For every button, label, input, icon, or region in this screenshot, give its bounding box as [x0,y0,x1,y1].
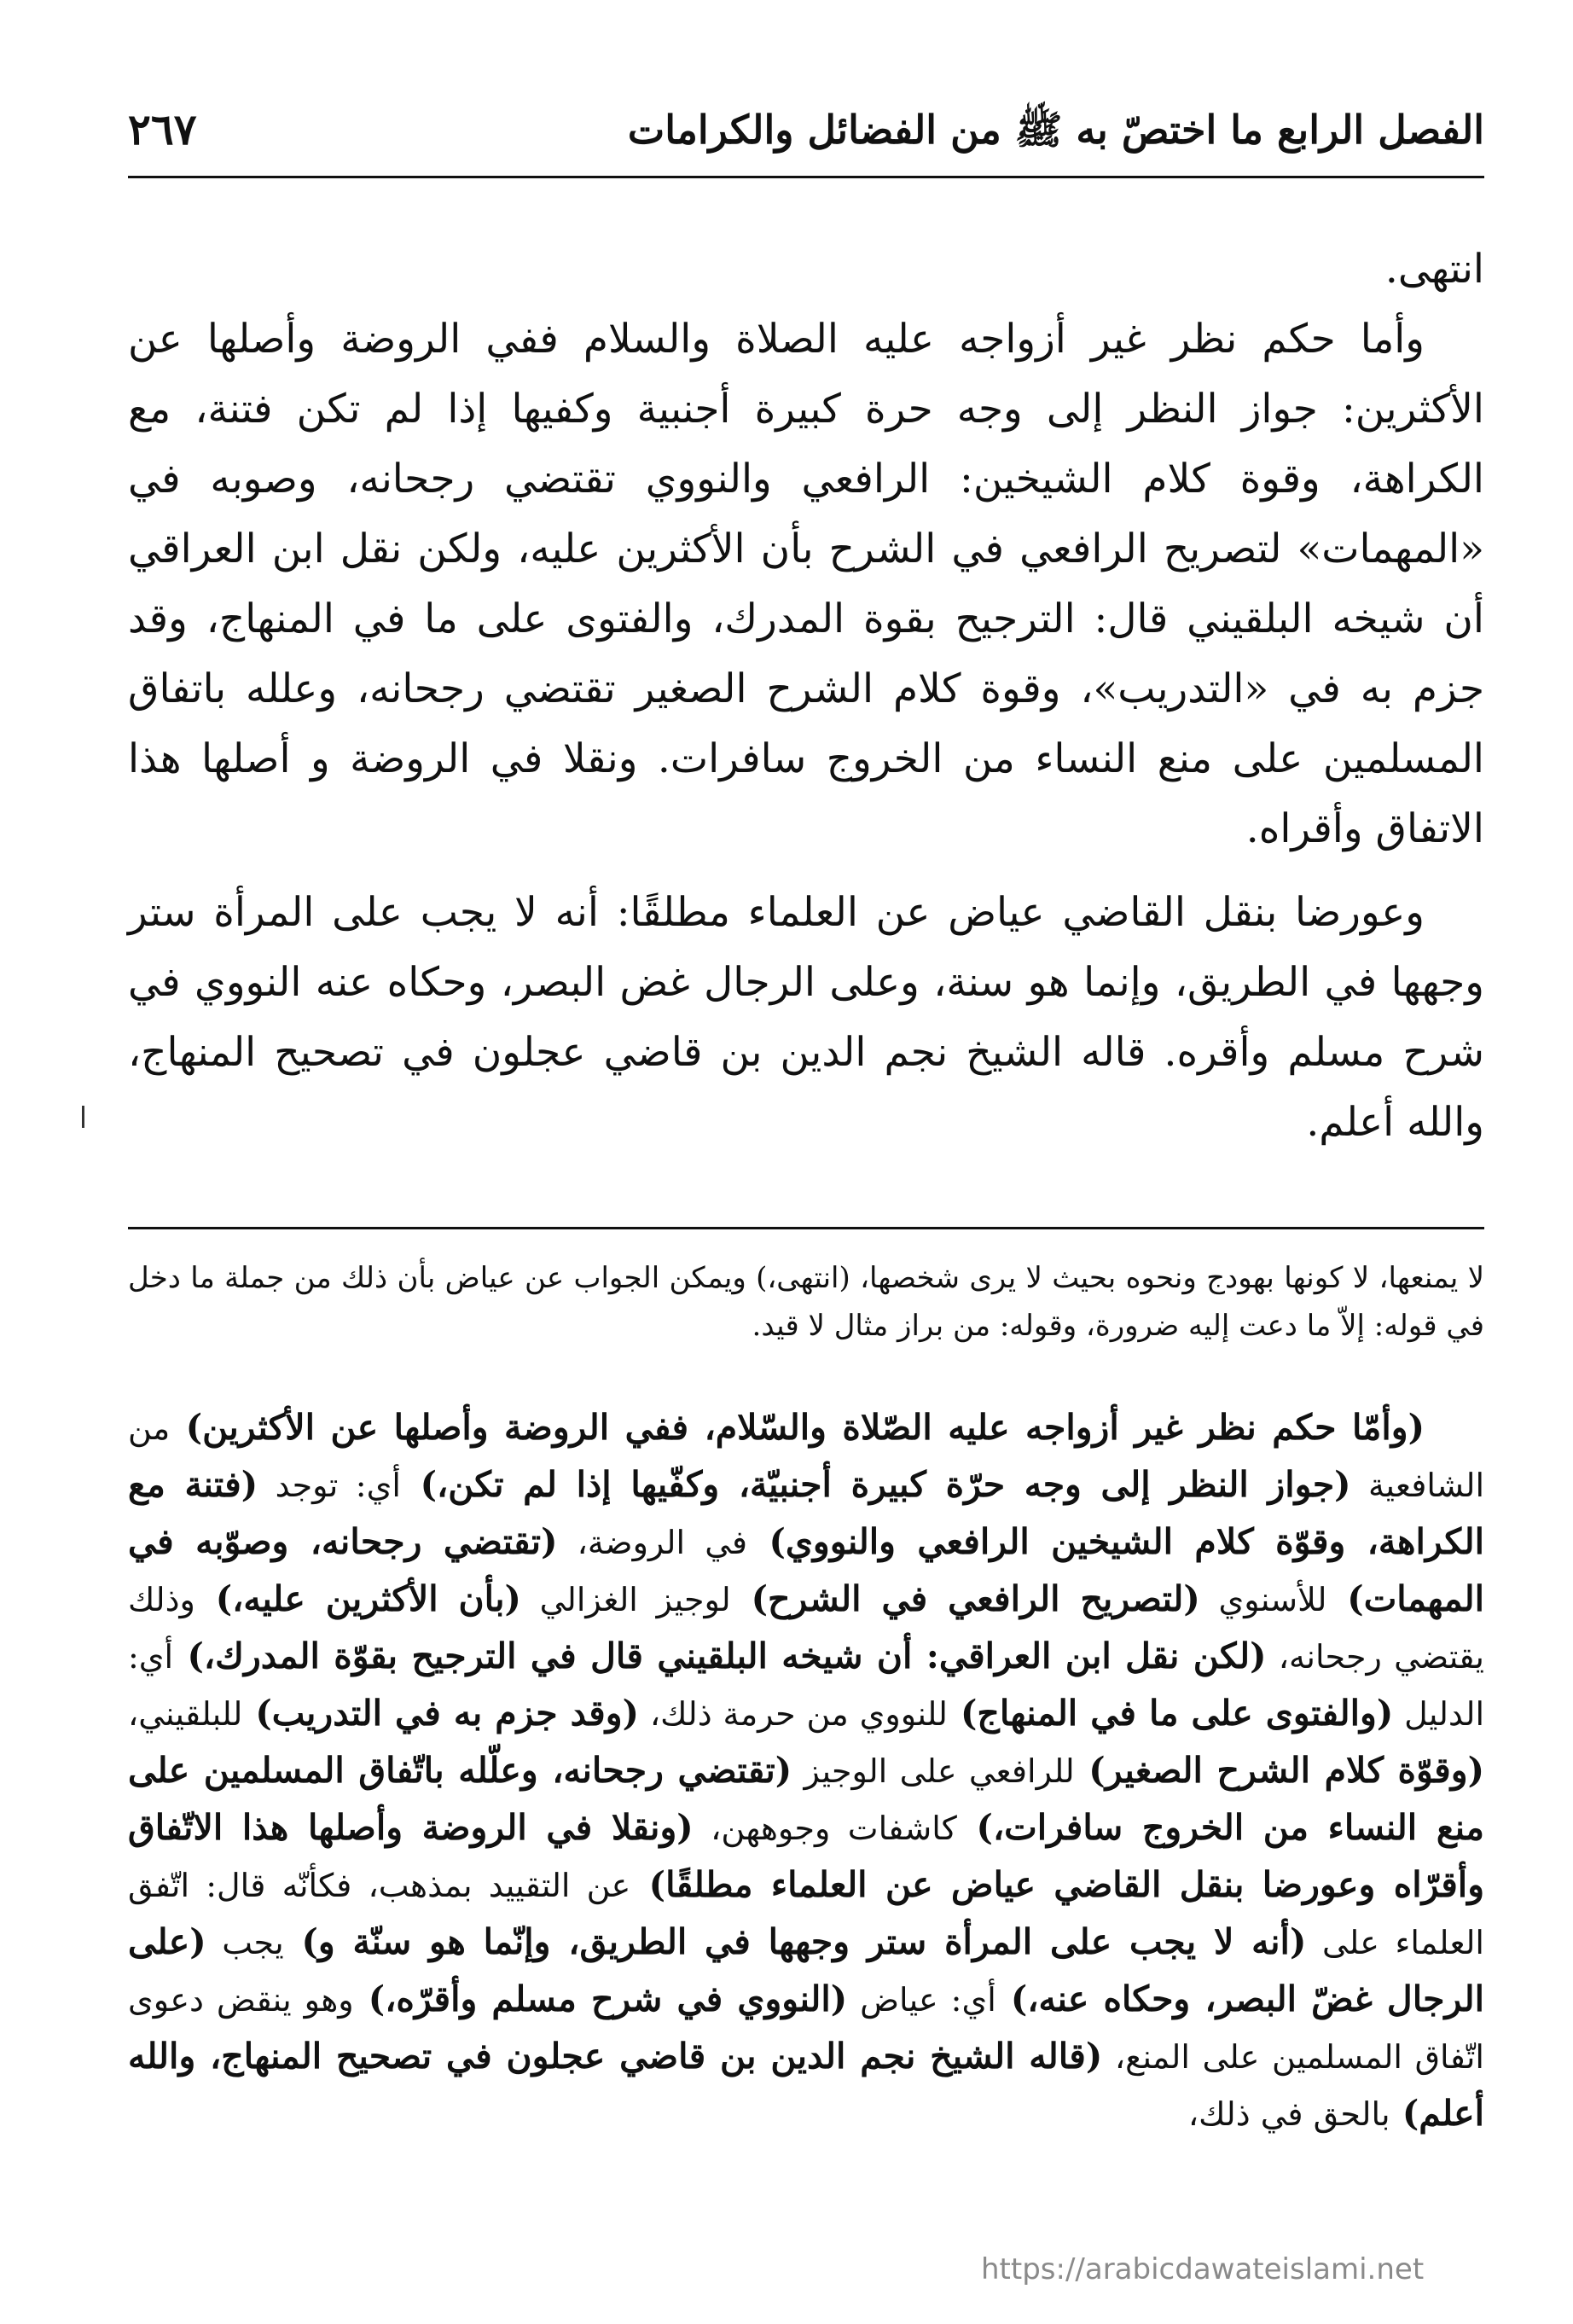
commentary-sharh-segment: عن التقييد بمذهب، فكأنّه قال: اتّفق العلماء على [128,1867,1484,1961]
commentary-matn-segment: (على الرجال غضّ البصر، وحكاه عنه،) [128,1921,1485,2019]
commentary-sharh-segment: للنووي من حرمة ذلك، [638,1695,948,1733]
commentary-matn-segment: (تقتضي رجحانه، وعلّله باتّفاق المسلمين على منع النساء من الخروج سافرات،) [128,1750,1484,1848]
commentary-sharh-segment: في الروضة، [557,1524,748,1561]
commentary-matn-segment: (وقوّة كلام الشرح الصغير) [1074,1750,1484,1791]
commentary-matn-segment: (لتصريح الرافعي في الشرح) [730,1578,1200,1619]
commentary-matn-segment: (قاله الشيخ نجم الدين بن قاضي عجلون في تصحيح المنهاج، والله أعلم) [128,2036,1484,2134]
commentary-sharh-segment: للبلقيني، [128,1695,243,1733]
footnote-text: لا يمنعها، لا كونها بهودج ونحوه بحيث لا يرى شخصها، (انتهى،) ويمكن الجواب عن عياض بأن ذلك من جملة ما دخل في قوله: إلاّ ما دعت إليه ضرورة، وقوله: من براز مثال لا قيد. [128,1261,1484,1343]
commentary-sharh-segment: كاشفات وجوههن، [693,1810,957,1847]
footnote [128,1254,1484,1350]
page-number: ٢٦٧ [128,104,197,154]
page-header [128,96,1484,164]
commentary-matn-segment: (بأن الأكثرين عليه،) [194,1578,521,1619]
commentary-matn-segment: (جواز النظر إلى وجه حرّة كبيرة أجنبيّة، وكفّيها إذا لم تكن،) [400,1464,1351,1505]
commentary-sharh-segment: يجب [206,1924,284,1961]
commentary-sharh-segment: للأسنوي [1199,1581,1327,1618]
commentary-matn-segment: (وأمّا حكم نظر غير أزواجه عليه الصّلاة والسّلام، ففي الروضة وأصلها عن الأكثرين) [170,1407,1425,1448]
commentary-sharh-segment: من الشافعية [128,1409,1485,1504]
commentary-paragraph [128,1399,1484,2142]
commentary-matn-segment: (والفتوى على ما في المنهاج) [947,1693,1394,1734]
commentary-sharh-segment: أي: الدليل [128,1638,1484,1733]
commentary-matn-segment: (لكن نقل ابن العراقي: أن شيخه البلقيني قال في الترجيح بقوّة المدرك،) [173,1636,1267,1676]
main-paragraph-2: وأما حكم نظر غير أزواجه عليه الصلاة والسلام ففي الروضة وأصلها عن الأكثرين: جواز النظر إلى وجه حرة كبيرة أجنبية وكفيها إذا لم تكن فتنة، مع الكراهة، وقوة كلام الشيخين: الرافعي والنووي تقتضي رجحانه، وصوبه في «المهمات» لتصريح الرافعي في الشرح بأن الأكثرين عليه، ولكن نقل ابن العراقي أن شيخه البلقيني قال: الترجيح بقوة المدرك، والفتوى على ما في المنهاج، وقد جزم به في «التدريب»، وقوة كلام الشرح الصغير تقتضي رجحانه، وعلله باتفاق المسلمين على منع النساء من الخروج سافرات. ونقلا في الروضة و أصلها هذا الاتفاق وأقراه. [128,316,1485,852]
main-paragraph-3: وعورضا بنقل القاضي عياض عن العلماء مطلقًا: أنه لا يجب على المرأة ستر وجهها في الطريق، وإنما هو سنة، وعلى الرجال غض البصر، وحكاه عنه النووي في شرح مسلم وأقره. قاله الشيخ نجم الدين بن قاضي عجلون في تصحيح المنهاج، والله أعلم. [128,889,1484,1146]
commentary-sharh-segment: وهو ينقض دعوى اتّفاق المسلمين على المنع، [128,1981,1484,2076]
commentary-sharh-segment: للرافعي على الوجيز [792,1752,1075,1790]
main-text [128,235,1484,1158]
commentary-matn-segment: (وقد جزم به في التدريب) [242,1693,639,1734]
commentary [128,1399,1484,2142]
commentary-sharh-segment: وذلك يقتضي رجحانه، [128,1581,1484,1676]
running-title: الفصل الرابع ما اختصّ به ﷺ من الفضائل والكرامات [627,107,1484,153]
header-divider [128,176,1484,178]
commentary-sharh-segment: أي: توجد [258,1467,401,1504]
margin-mark [82,1106,84,1128]
commentary-sharh-segment: أي: عياض [847,1981,996,2019]
commentary-sharh-segment: لوجيز الغزالي [520,1581,731,1618]
watermark-url: https://arabicdawateislami.net [981,2252,1425,2286]
commentary-matn-segment: (أنه لا يجب على المرأة ستر وجهها في الطريق، وإنّما هو سنّة و) [283,1921,1307,1962]
commentary-matn-segment: (تقتضي رجحانه، وصوّبه في المهمات) [128,1521,1484,1619]
commentary-matn-segment: (ونقلا في الروضة وأصلها هذا الاتّفاق وأقرّاه وعورضا بنقل القاضي عياض عن العلماء مطلقًا) [128,1807,1484,1905]
commentary-sharh-segment: بالحق في ذلك، [1187,2095,1390,2133]
main-paragraph-1: انتهى. [1384,246,1484,293]
commentary-matn-segment: (النووي في شرح مسلم وأقرّه،) [353,1978,848,2019]
commentary-matn-segment: (فتنة مع الكراهة، وقوّة كلام الشيخين الرافعي والنووي) [128,1464,1484,1562]
footnote-divider [128,1227,1484,1229]
